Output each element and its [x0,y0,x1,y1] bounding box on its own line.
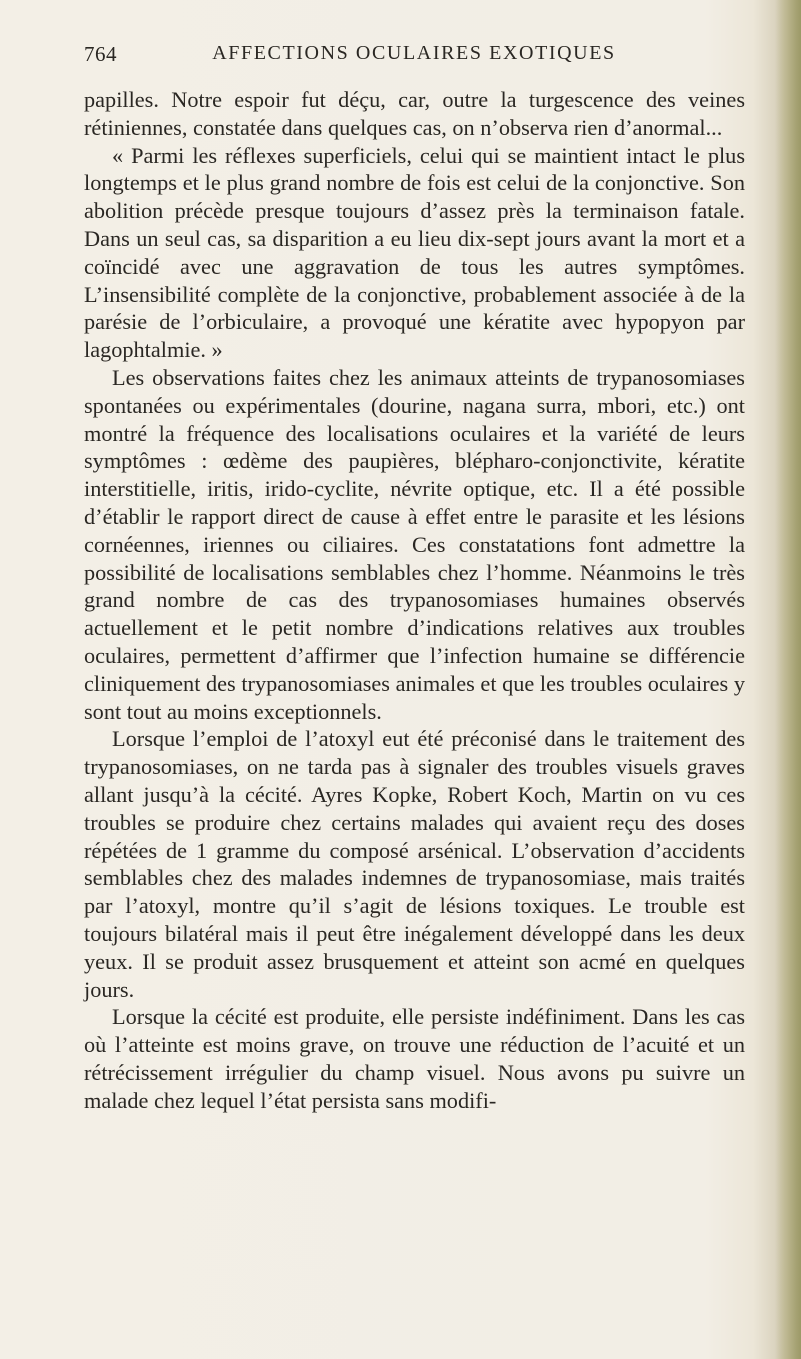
paragraph: Les observations faites chez les animaux atteints de trypanosomiases spontanées ou expérimentales (dourine, nagana surra, mbori, etc.) ont montré la fréquence des localisations oculaires et la variété de leurs symptômes : œdème des paupières, blépharo-conjonctivite, kératite interstitielle, iritis, irido-cyclite, névrite optique, etc. Il a été possible d’établir le rapport direct de cause à effet entre le parasite et les lésions cornéennes, iriennes ou ciliaires. Ces constatations font admettre la possibilité de localisations semblables chez l’homme. Néanmoins le très grand nombre de cas des trypanosomiases humaines observés actuellement et le petit nombre d’indications relatives aux troubles oculaires, permettent d’affirmer que l’infection humaine se différencie cliniquement des trypanosomiases animales et que les troubles oculaires y sont tout au moins exceptionnels. [84,364,745,724]
paragraph: papilles. Notre espoir fut déçu, car, outre la turgescence des veines rétiniennes, constatée dans quelques cas, on n’observa rien d’anormal... [84,87,745,140]
paragraph: Lorsque la cécité est produite, elle persiste indéfiniment. Dans les cas où l’atteinte est moins grave, on trouve une réduction de l’acuité et un rétrécissement irrégulier du champ visuel. Nous avons pu suivre un malade chez lequel l’état persista sans modifi- [84,1004,745,1113]
paragraph: « Parmi les réflexes superficiels, celui qui se maintient intact le plus longtemps et le plus grand nombre de fois est celui de la conjonctive. Son abolition précède presque toujours d’assez près la terminaison fatale. Dans un seul cas, sa disparition a eu lieu dix-sept jours avant la mort et a coïncidé avec une aggravation de tous les autres symptômes. L’insensibilité complète de la conjonctive, probablement associée à de la parésie de l’orbiculaire, a provoqué une kératite avec hypopyon par lagophtalmie. » [84,142,745,363]
page-number: 764 [84,42,117,66]
page-edge-shadow [775,0,801,1359]
body-text [84,86,745,1114]
page-header [84,42,744,72]
running-title: AFFECTIONS OCULAIRES EXOTIQUES [212,42,616,64]
paragraph: Lorsque l’emploi de l’atoxyl eut été préconisé dans le traitement des trypanosomiases, on ne tarda pas à signaler des troubles visuels graves allant jusqu’à la cécité. Ayres Kopke, Robert Koch, Martin on vu ces troubles se produire chez certains malades qui avaient reçu des doses répétées de 1 gramme du composé arsénical. L’observation d’accidents semblables chez des malades indemnes de trypanosomiase, mais traités par l’atoxyl, montre qu’il s’agit de lésions toxiques. Le trouble est toujours bilatéral mais il peut être inégalement développé dans les deux yeux. Il se produit assez brusquement et atteint son acmé en quelques jours. [84,726,745,1002]
